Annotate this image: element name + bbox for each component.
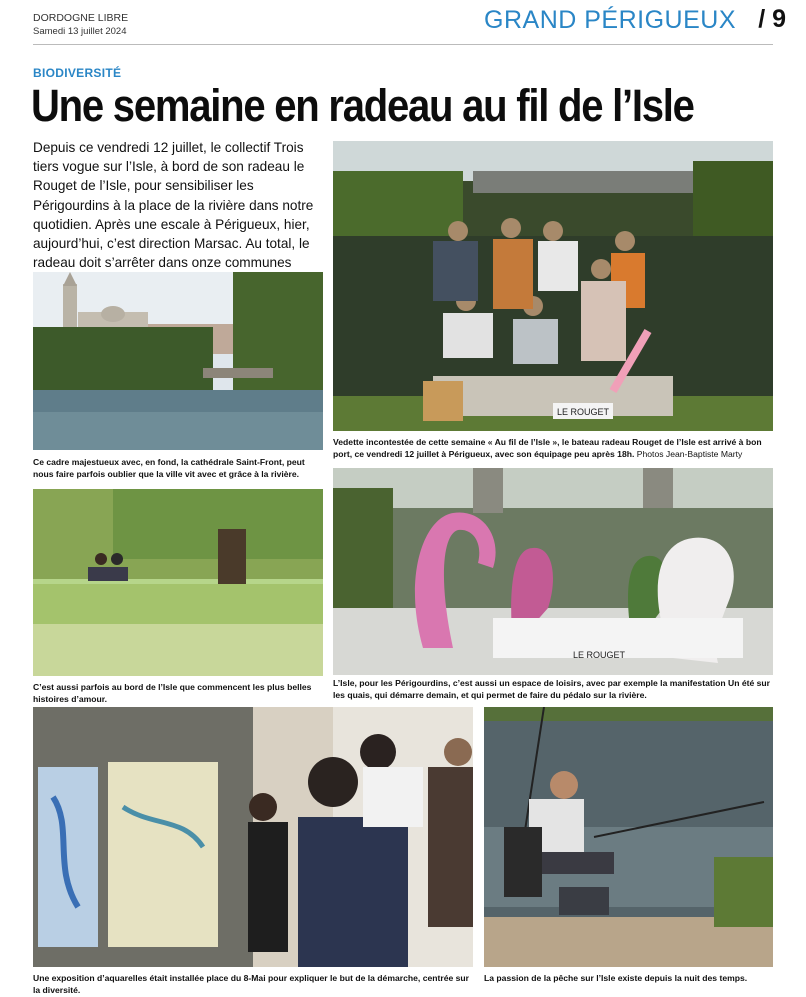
publication-date: Samedi 13 juillet 2024 xyxy=(33,26,127,37)
publication-block xyxy=(33,12,128,38)
photo-exhibition xyxy=(33,707,473,967)
publication-name: DORDOGNE LIBRE xyxy=(33,12,129,24)
caption-cathedral: Ce cadre majestueux avec, en fond, la cathédrale Saint-Front, peut nous faire parfois oublier que la ville vit avec et grâce à la rivière. xyxy=(33,457,305,479)
photo-pedalos xyxy=(333,468,773,675)
caption-fishing: La passion de la pêche sur l’Isle existe depuis la nuit des temps. xyxy=(484,973,748,983)
photo-couple-willow xyxy=(33,489,323,676)
caption-raft xyxy=(333,436,773,460)
photo-credit: Photos Jean-Baptiste Marty xyxy=(636,449,743,459)
caption-pedalos: L’Isle, pour les Périgourdins, c’est aussi un espace de loisirs, avec par exemple la manifestation Un été sur les quais, qui démarre demain, et qui permet de faire du pédalo sur la rivière. xyxy=(333,678,771,700)
header-rule xyxy=(33,44,773,45)
caption-exhibition: Une exposition d’aquarelles était installée place du 8-Mai pour expliquer le but de la démarche, centrée sur la diversité. xyxy=(33,973,470,995)
photo-fishing xyxy=(484,707,773,967)
article-kicker: BIODIVERSITÉ xyxy=(33,66,122,80)
page-number: / 9 xyxy=(758,5,786,33)
article-headline: Une semaine en radeau au fil de l’Isle xyxy=(31,80,694,131)
pedalo-sign-text: LE ROUGET xyxy=(573,650,626,660)
section-title: GRAND PÉRIGUEUX xyxy=(484,6,736,34)
raft-sign-text: LE ROUGET xyxy=(556,407,610,417)
photo-raft-crew xyxy=(333,141,773,431)
caption-couple: C’est aussi parfois au bord de l’Isle que commencent les plus belles histoires d’amour. xyxy=(33,682,312,704)
caption-raft-text: Vedette incontestée de cette semaine « Au fil de l’Isle », le bateau radeau Rouget de l’Isle est arrivé à bon port, ce vendredi 12 juillet à Périgueux, avec son équipage peu après 18h. xyxy=(333,437,762,459)
photo-cathedral xyxy=(33,272,323,450)
article-lead: Depuis ce vendredi 12 juillet, le collectif Trois tiers vogue sur l’Isle, à bord de son radeau le Rouget de l’Isle, pour sensibiliser les Périgourdins à la place de la rivière dans notre quotidien. Après une escale à Périgueux, hier, aujourd’hui, c’est direction Marsac. Au total, le radeau doit s’arrêter dans onze communes xyxy=(33,140,314,271)
